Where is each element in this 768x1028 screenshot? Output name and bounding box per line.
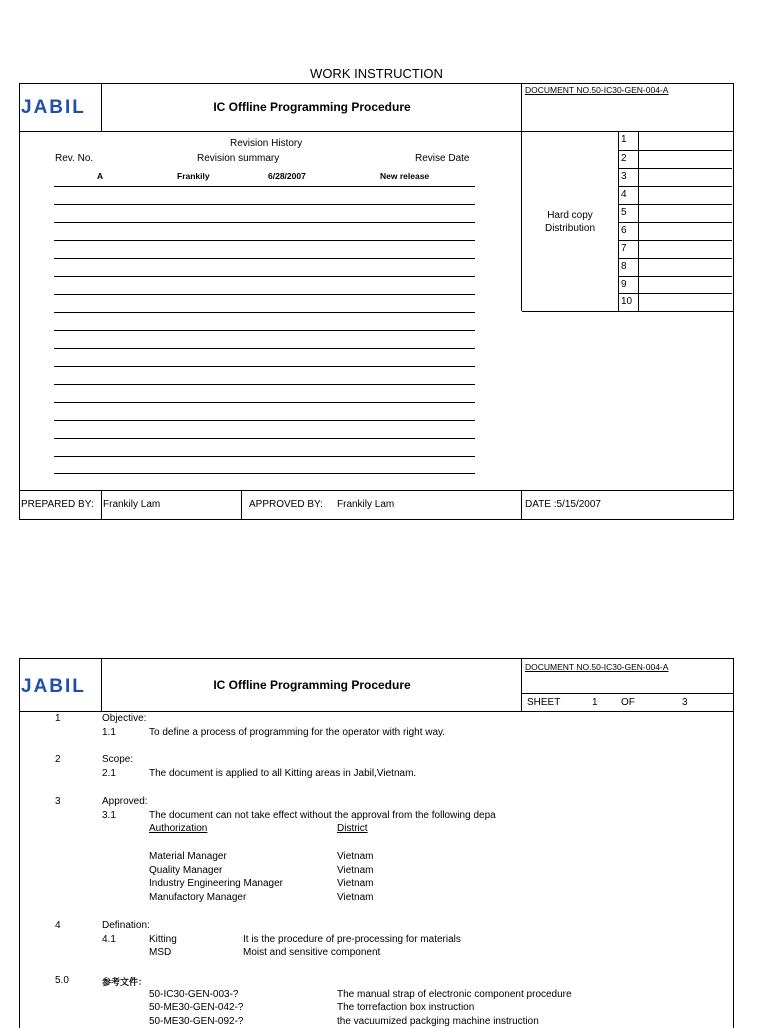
authorization-header: Authorization [149, 823, 208, 834]
definition-term: Kitting [149, 934, 177, 945]
rev-line [54, 240, 475, 241]
p1-footer-div3 [521, 490, 522, 519]
rev-line [54, 294, 475, 295]
hard-copy-line1: Hard copy [547, 210, 593, 221]
jabil-logo: JABIL [21, 97, 86, 118]
approval-district: Vietnam [337, 851, 374, 862]
col-revision-summary: Revision summary [197, 153, 280, 164]
hard-copy-line2: Distribution [544, 223, 596, 234]
prepared-by-value: Frankily Lam [103, 499, 161, 510]
of-label: OF [621, 697, 635, 708]
section-1-title: Objective: [102, 713, 147, 724]
p1-footer-div2 [241, 490, 242, 519]
section-2-1-text: The document is applied to all Kitting areas in Jabil,Vietnam. [149, 768, 417, 779]
dist-bottom [522, 311, 733, 312]
dist-row: 2 [618, 150, 732, 168]
jabil-logo: JABIL [21, 676, 86, 697]
dist-row: 1 [618, 132, 732, 150]
rev-line [54, 258, 475, 259]
p1-doc-divider [521, 84, 522, 311]
section-2-title: Scope: [102, 754, 134, 765]
approval-role: Manufactory Manager [149, 892, 247, 903]
approval-district: Vietnam [337, 892, 374, 903]
col-revise-date: Revise Date [415, 153, 470, 164]
hard-copy-label [522, 209, 618, 235]
approval-role: Industry Engineering Manager [149, 878, 283, 889]
p2-document-number: DOCUMENT NO.50-IC30-GEN-004-A [525, 662, 669, 672]
definition-meaning: Moist and sensitive component [243, 947, 381, 958]
p1-document-title: IC Offline Programming Procedure [213, 100, 411, 114]
approval-district: Vietnam [337, 878, 374, 889]
district-header: District [337, 823, 368, 834]
sheet-label: SHEET [527, 697, 561, 708]
p2-document-title: IC Offline Programming Procedure [213, 678, 411, 692]
approval-role: Quality Manager [149, 865, 223, 876]
work-instruction-heading: WORK INSTRUCTION [310, 66, 443, 81]
section-4-number: 4 [55, 920, 61, 931]
dist-row: 4 [618, 186, 732, 204]
section-3-1-text: The document can not take effect without the approval from the following depa [149, 810, 496, 821]
dist-row: 8 [618, 258, 732, 276]
col-rev-no: Rev. No. [55, 153, 94, 164]
dist-row: 6 [618, 222, 732, 240]
rev-line [54, 438, 475, 439]
section-1-1-text: To define a process of programming for the operator with right way. [149, 727, 446, 738]
rev-line [54, 456, 475, 457]
definition-term: MSD [149, 947, 172, 958]
revision-history-label: Revision History [230, 138, 303, 149]
reference-code: 50-ME30-GEN-092-? [149, 1016, 244, 1027]
p1-footer-div1 [101, 490, 102, 519]
section-3-title: Approved: [102, 796, 148, 807]
approval-role: Material Manager [149, 851, 227, 862]
section-1-number: 1 [55, 713, 61, 724]
dist-row: 5 [618, 204, 732, 222]
section-4-1-number: 4.1 [102, 934, 116, 945]
rev-row-summary: New release [380, 171, 430, 181]
section-3-number: 3 [55, 796, 61, 807]
approval-district: Vietnam [337, 865, 374, 876]
rev-line [54, 402, 475, 403]
section-3-1-number: 3.1 [102, 810, 116, 821]
dist-row: 7 [618, 240, 732, 258]
rev-line [54, 384, 475, 385]
rev-line [54, 473, 475, 474]
section-2-number: 2 [55, 754, 61, 765]
rev-line [54, 348, 475, 349]
rev-line [54, 204, 475, 205]
definition-meaning: It is the procedure of pre-processing for materials [243, 934, 461, 945]
reference-desc: The torrefaction box instruction [337, 1002, 475, 1013]
reference-desc: The manual strap of electronic component procedure [337, 989, 572, 1000]
sheet-number: 1 [592, 697, 598, 708]
p2-doc-sheet-divider [522, 693, 733, 694]
p1-footer-top [20, 490, 733, 491]
p1-document-number: DOCUMENT NO.50-IC30-GEN-004-A [525, 85, 669, 95]
sheet-total: 3 [682, 697, 688, 708]
reference-desc: the vacuumized packging machine instruction [337, 1016, 539, 1027]
dist-row: 9 [618, 276, 732, 294]
rev-line [54, 222, 475, 223]
prepared-by-label: PREPARED BY: [21, 499, 94, 510]
p2-header-bottom [20, 711, 733, 712]
rev-row-by: Frankily [177, 171, 210, 181]
approved-by-label: APPROVED BY: [249, 499, 323, 510]
rev-line [54, 276, 475, 277]
section-5-number: 5.0 [55, 975, 69, 986]
reference-code: 50-ME30-GEN-042-? [149, 1002, 244, 1013]
approved-by-value: Frankily Lam [337, 499, 395, 510]
date-field: DATE :5/15/2007 [525, 499, 601, 510]
section-4-title: Defination: [102, 920, 150, 931]
rev-line [54, 420, 475, 421]
section-1-1-number: 1.1 [102, 727, 116, 738]
dist-row: 3 [618, 168, 732, 186]
rev-row-date: 6/28/2007 [268, 171, 306, 181]
dist-row: 10 [618, 293, 732, 311]
rev-line [54, 186, 475, 187]
rev-line [54, 366, 475, 367]
rev-row-rev: A [97, 171, 104, 181]
rev-line [54, 330, 475, 331]
reference-code: 50-IC30-GEN-003-? [149, 989, 239, 1000]
rev-line [54, 312, 475, 313]
section-2-1-number: 2.1 [102, 768, 116, 779]
section-5-title: 参考文件： [102, 977, 148, 987]
